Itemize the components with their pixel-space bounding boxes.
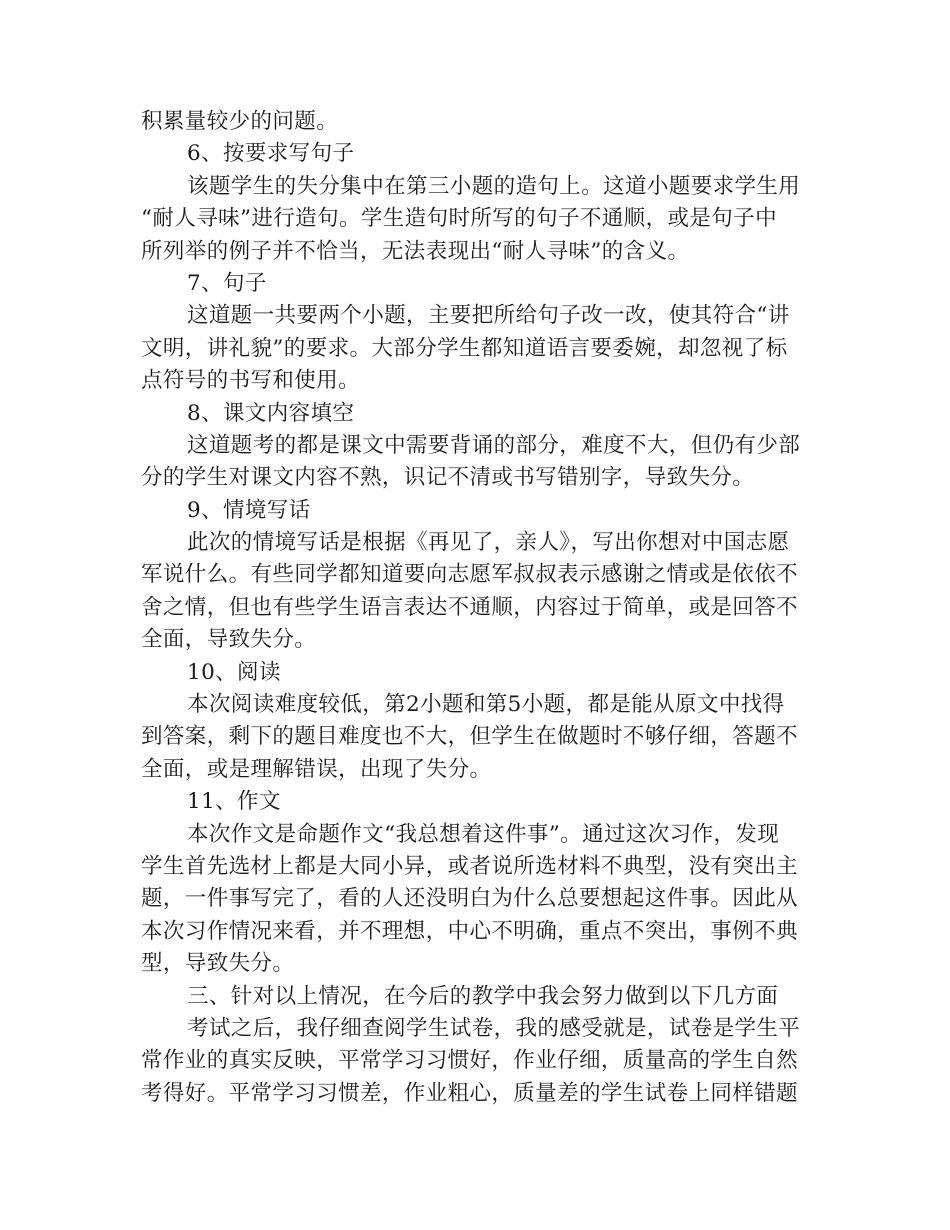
text-line: 考试之后，我仔细查阅学生试卷，我的感受就是，试卷是学生平: [187, 1015, 801, 1041]
text-line: 这道题考的都是课文中需要背诵的部分，难度不大，但仍有少部: [187, 432, 801, 458]
text-line: 常作业的真实反映，平常学习习惯好，作业仔细，质量高的学生自然: [141, 1048, 799, 1074]
section-heading-11: 11、作文: [187, 789, 281, 815]
text-line: 所列举的例子并不恰当，无法表现出“耐人寻味”的含义。: [141, 238, 690, 264]
section-heading-9: 9、情境写话: [187, 497, 311, 523]
text-line: 此次的情境写话是根据《再见了，亲人》，写出你想对中国志愿: [187, 530, 790, 556]
text-line: 型，导致失分。: [141, 951, 295, 977]
section-heading-10: 10、阅读: [187, 659, 281, 685]
text-line: 军说什么。有些同学都知道要向志愿军叔叔表示感谢之情或是依依不: [141, 562, 799, 588]
text-line: 舍之情，但也有些学生语言表达不通顺，内容过于简单，或是回答不: [141, 594, 799, 620]
text-line: 点符号的书写和使用。: [141, 368, 361, 394]
text-line: 本次习作情况来看，并不理想，中心不明确，重点不突出，事例不典: [141, 918, 799, 944]
text-line: 学生首先选材上都是大同小异，或者说所选材料不典型，没有突出主: [141, 853, 799, 879]
text-line: 全面，导致失分。: [141, 627, 317, 653]
section-heading-6: 6、按要求写句子: [187, 141, 355, 167]
text-line: 本次阅读难度较低，第2小题和第5小题，都是能从原文中找得: [187, 692, 785, 718]
text-line: 到答案，剩下的题目难度也不大，但学生在做题时不够仔细，答题不: [141, 724, 799, 750]
text-line: “耐人寻味”进行造句。学生造句时所写的句子不通顺，或是句子中: [141, 206, 777, 232]
text-line: 考得好。平常学习习惯差，作业粗心，质量差的学生试卷上同样错题: [141, 1080, 799, 1106]
text-line: 分的学生对课文内容不熟，识记不清或书写错别字，导致失分。: [141, 465, 755, 491]
section-heading-8: 8、课文内容填空: [187, 400, 355, 426]
text-line: 这道题一共要两个小题，主要把所给句子改一改，使其符合“讲: [187, 303, 790, 329]
section-heading-7: 7、句子: [187, 270, 267, 296]
text-line: 文明，讲礼貌”的要求。大部分学生都知道语言要委婉，却忽视了标: [141, 335, 788, 361]
text-line: 积累量较少的问题。: [141, 109, 339, 134]
text-line: 全面，或是理解错误，出现了失分。: [141, 756, 492, 782]
text-line: 题，一件事写完了，看的人还没明白为什么总要想起这件事。因此从: [141, 886, 799, 912]
text-line: 该题学生的失分集中在第三小题的造句上。这道小题要求学生用: [187, 173, 801, 199]
section-heading-3: 三、针对以上情况，在今后的教学中我会努力做到以下几方面: [187, 983, 779, 1009]
text-line: 本次作文是命题作文“我总想着这件事”。通过这次习作，发现: [187, 821, 780, 847]
document-body: [141, 106, 801, 1110]
